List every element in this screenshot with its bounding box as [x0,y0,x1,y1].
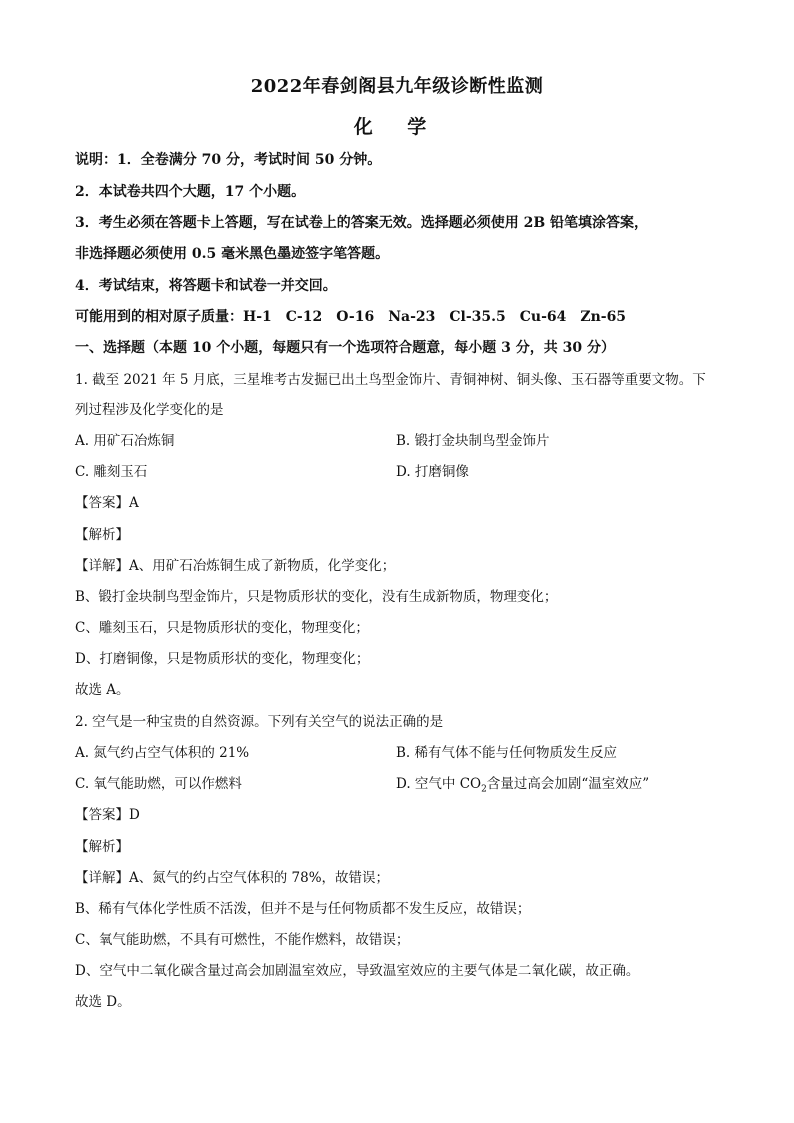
q1-option-b: B. 锻打金块制鸟型金饰片 [396,433,550,449]
q2-option-a: A. 氮气约占空气体积的 21% [75,745,250,761]
q1-stem-line2: 列过程涉及化学变化的是 [75,402,224,418]
section-heading: 一、选择题（本题 10 个小题，每题只有一个选项符合题意，每小题 3 分，共 30 分） [75,340,615,356]
q2-option-d [396,774,649,800]
q2-option-d-subscript: 2 [481,784,487,795]
q2-option-d-pre: D. 空气中 CO [396,776,482,792]
instruction-2: 2．本试卷共四个大题，17 个小题。 [75,184,306,200]
q1-detail-4: D、打磨铜像，只是物质形状的变化，物理变化； [75,651,370,667]
q1-option-c: C. 雕刻玉石 [75,464,148,480]
q1-detail-2: B、锻打金块制鸟型金饰片，只是物质形状的变化，没有生成新物质，物理变化； [75,589,558,605]
q2-detail-4: D、空气中二氧化碳含量过高会加剧温室效应，导致温室效应的主要气体是二氧化碳，故正确。 [75,963,640,979]
instruction-1: 说明：1．全卷满分 70 分，考试时间 50 分钟。 [75,152,382,168]
exam-title: 2022年春剑阁县九年级诊断性监测 [250,76,544,97]
instruction-3: 3．考生必须在答题卡上答题，写在试卷上的答案无效。选择题必须使用 2B 铅笔填涂答案， [75,215,649,231]
subject-title: 化 学 [353,116,441,138]
q2-option-b: B. 稀有气体不能与任何物质发生反应 [396,745,618,761]
instruction-4: 4．考试结束，将答题卡和试卷一并交回。 [75,278,337,294]
q2-detail-3: C、氧气能助燃，不具有可燃性，不能作燃料，故错误； [75,932,410,948]
q1-option-d: D. 打磨铜像 [396,464,469,480]
q2-answer: 【答案】D [75,807,140,823]
q1-analysis-label: 【解析】 [75,527,129,543]
q1-detail-3: C、雕刻玉石，只是物质形状的变化，物理变化； [75,620,369,636]
q1-option-a: A. 用矿石冶炼铜 [75,433,175,449]
q1-stem-line1: 1. 截至 2021 年 5 月底，三星堆考古发掘已出土鸟型金饰片、青铜神树、铜头像、玉石器等重要文物。下 [75,372,706,388]
q2-stem: 2. 空气是一种宝贵的自然资源。下列有关空气的说法正确的是 [75,714,444,730]
atomic-masses: 可能用到的相对原子质量：H-1 C-12 O-16 Na-23 Cl-35.5 Cu-64 Zn-65 [75,309,627,325]
q1-answer: 【答案】A [75,495,139,511]
q2-conclusion: 故选 D。 [75,994,131,1010]
q1-conclusion: 故选 A。 [75,682,130,698]
q2-detail-2: B、稀有气体化学性质不活泼，但并不是与任何物质都不发生反应，故错误； [75,901,531,917]
q2-analysis-label: 【解析】 [75,839,129,855]
q1-detail-1: 【详解】A、用矿石冶炼铜生成了新物质，化学变化； [75,558,396,574]
instruction-3-cont: 非选择题必须使用 0.5 毫米黑色墨迹签字笔答题。 [75,246,390,262]
q2-option-c: C. 氧气能助燃，可以作燃料 [75,776,242,792]
q2-option-d-post: 含量过高会加剧“温室效应” [486,776,650,792]
q2-detail-1: 【详解】A、氮气的约占空气体积的 78%，故错误； [75,870,390,886]
